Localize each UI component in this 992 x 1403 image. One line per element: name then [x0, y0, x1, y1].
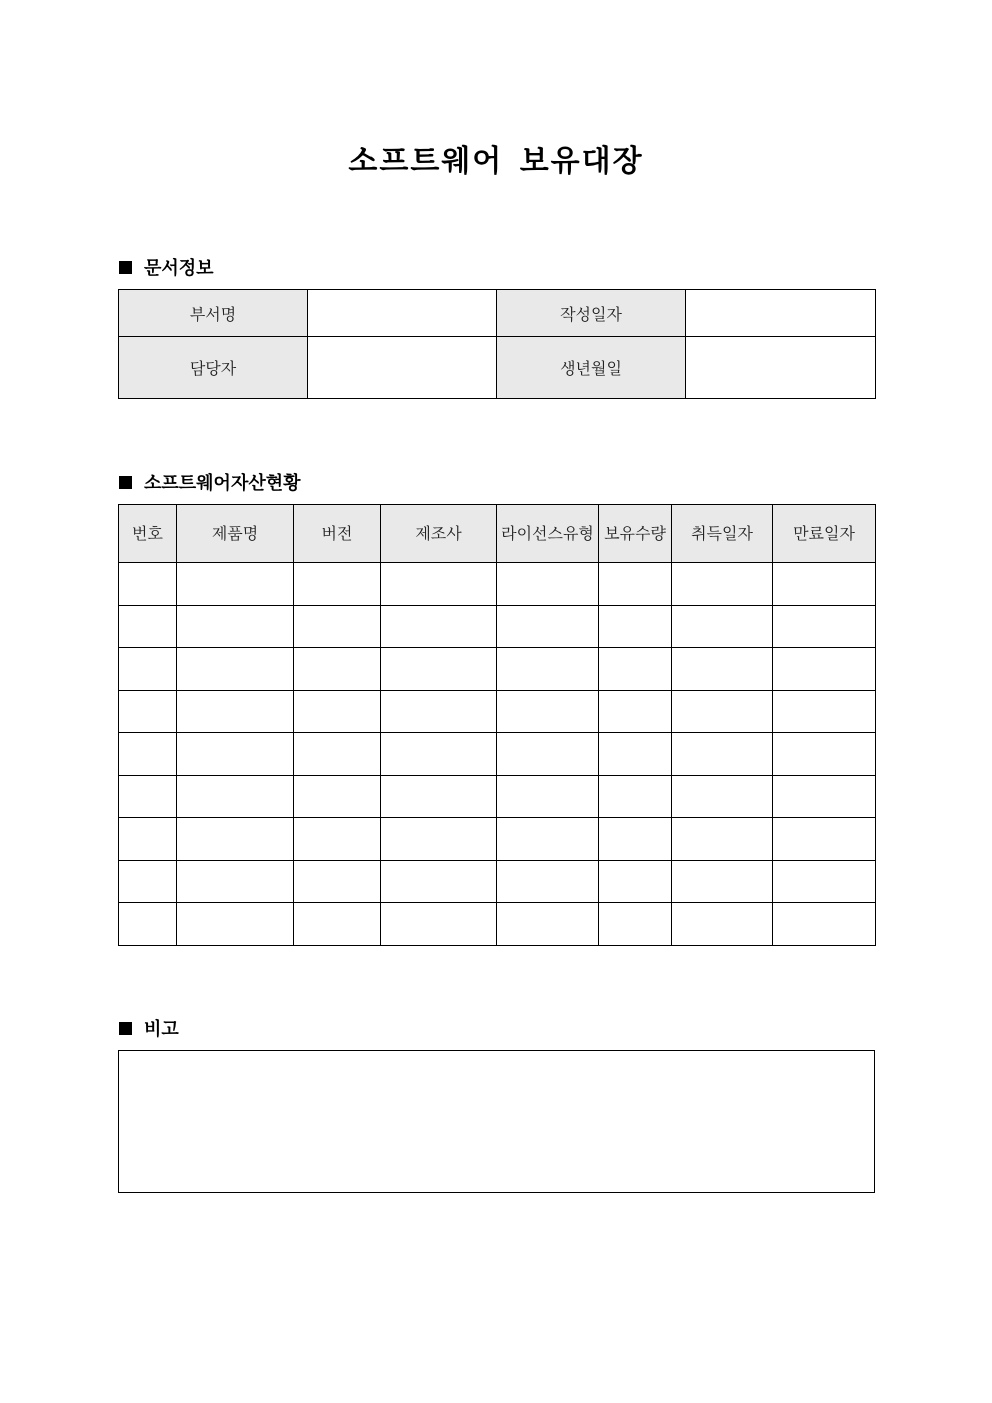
cell-license-type[interactable] [497, 605, 599, 648]
cell-manufacturer[interactable] [381, 818, 497, 861]
cell-acquired-date[interactable] [672, 733, 773, 776]
assets-heading-label: 소프트웨어자산현황 [144, 473, 301, 494]
cell-number[interactable] [119, 563, 177, 606]
cell-license-type[interactable] [497, 648, 599, 691]
birthdate-field[interactable] [686, 337, 876, 399]
cell-number[interactable] [119, 818, 177, 861]
col-header-manufacturer: 제조사 [381, 505, 497, 563]
cell-number[interactable] [119, 605, 177, 648]
cell-number[interactable] [119, 860, 177, 903]
table-row [119, 563, 876, 606]
manager-field[interactable] [308, 337, 497, 399]
doc-info-heading-label: 문서정보 [144, 258, 214, 279]
cell-manufacturer[interactable] [381, 733, 497, 776]
cell-license-type[interactable] [497, 860, 599, 903]
cell-version[interactable] [294, 605, 381, 648]
cell-expiry-date[interactable] [773, 648, 876, 691]
department-label: 부서명 [119, 290, 308, 337]
cell-number[interactable] [119, 775, 177, 818]
table-row [119, 860, 876, 903]
cell-quantity[interactable] [599, 605, 672, 648]
remarks-heading-label: 비고 [144, 1019, 179, 1040]
cell-quantity[interactable] [599, 775, 672, 818]
cell-number[interactable] [119, 903, 177, 946]
cell-acquired-date[interactable] [672, 648, 773, 691]
cell-version[interactable] [294, 733, 381, 776]
cell-acquired-date[interactable] [672, 775, 773, 818]
cell-version[interactable] [294, 860, 381, 903]
cell-expiry-date[interactable] [773, 818, 876, 861]
cell-acquired-date[interactable] [672, 860, 773, 903]
cell-product-name[interactable] [177, 775, 294, 818]
assets-heading [119, 469, 301, 495]
cell-acquired-date[interactable] [672, 690, 773, 733]
col-header-product-name: 제품명 [177, 505, 294, 563]
cell-version[interactable] [294, 775, 381, 818]
square-bullet-icon [119, 476, 132, 489]
document-title: 소프트웨어 보유대장 [348, 144, 644, 179]
cell-license-type[interactable] [497, 563, 599, 606]
cell-acquired-date[interactable] [672, 605, 773, 648]
cell-manufacturer[interactable] [381, 775, 497, 818]
cell-manufacturer[interactable] [381, 563, 497, 606]
cell-number[interactable] [119, 733, 177, 776]
cell-product-name[interactable] [177, 733, 294, 776]
table-row [119, 690, 876, 733]
cell-license-type[interactable] [497, 775, 599, 818]
cell-manufacturer[interactable] [381, 605, 497, 648]
cell-product-name[interactable] [177, 860, 294, 903]
cell-number[interactable] [119, 648, 177, 691]
cell-quantity[interactable] [599, 648, 672, 691]
col-header-acquired-date: 취득일자 [672, 505, 773, 563]
doc-info-row [119, 290, 876, 337]
cell-quantity[interactable] [599, 563, 672, 606]
remarks-field[interactable] [118, 1050, 875, 1193]
cell-expiry-date[interactable] [773, 605, 876, 648]
cell-expiry-date[interactable] [773, 903, 876, 946]
cell-quantity[interactable] [599, 860, 672, 903]
cell-quantity[interactable] [599, 903, 672, 946]
date-written-field[interactable] [686, 290, 876, 337]
cell-quantity[interactable] [599, 733, 672, 776]
table-row [119, 818, 876, 861]
col-header-license-type: 라이선스유형 [497, 505, 599, 563]
table-row [119, 605, 876, 648]
software-asset-table [118, 504, 876, 946]
cell-version[interactable] [294, 563, 381, 606]
table-row [119, 733, 876, 776]
birthdate-label: 생년월일 [497, 337, 686, 399]
cell-product-name[interactable] [177, 818, 294, 861]
cell-acquired-date[interactable] [672, 818, 773, 861]
cell-quantity[interactable] [599, 818, 672, 861]
cell-version[interactable] [294, 903, 381, 946]
cell-manufacturer[interactable] [381, 903, 497, 946]
col-header-expiry-date: 만료일자 [773, 505, 876, 563]
table-row [119, 775, 876, 818]
table-row [119, 648, 876, 691]
cell-version[interactable] [294, 818, 381, 861]
cell-acquired-date[interactable] [672, 903, 773, 946]
cell-product-name[interactable] [177, 903, 294, 946]
cell-number[interactable] [119, 690, 177, 733]
cell-expiry-date[interactable] [773, 690, 876, 733]
cell-manufacturer[interactable] [381, 690, 497, 733]
cell-product-name[interactable] [177, 605, 294, 648]
manager-label: 담당자 [119, 337, 308, 399]
cell-version[interactable] [294, 648, 381, 691]
table-row [119, 903, 876, 946]
cell-expiry-date[interactable] [773, 860, 876, 903]
square-bullet-icon [119, 261, 132, 274]
cell-product-name[interactable] [177, 690, 294, 733]
date-written-label: 작성일자 [497, 290, 686, 337]
asset-header-row [119, 505, 876, 563]
col-header-quantity: 보유수량 [599, 505, 672, 563]
cell-license-type[interactable] [497, 690, 599, 733]
cell-manufacturer[interactable] [381, 648, 497, 691]
cell-product-name[interactable] [177, 563, 294, 606]
doc-info-heading [119, 254, 214, 280]
cell-product-name[interactable] [177, 648, 294, 691]
cell-quantity[interactable] [599, 690, 672, 733]
cell-license-type[interactable] [497, 733, 599, 776]
remarks-heading [119, 1015, 179, 1041]
cell-license-type[interactable] [497, 903, 599, 946]
cell-license-type[interactable] [497, 818, 599, 861]
doc-info-row [119, 337, 876, 399]
square-bullet-icon [119, 1022, 132, 1035]
col-header-number: 번호 [119, 505, 177, 563]
cell-expiry-date[interactable] [773, 775, 876, 818]
cell-acquired-date[interactable] [672, 563, 773, 606]
cell-expiry-date[interactable] [773, 563, 876, 606]
col-header-version: 버전 [294, 505, 381, 563]
cell-manufacturer[interactable] [381, 860, 497, 903]
asset-table-body [119, 563, 876, 946]
cell-expiry-date[interactable] [773, 733, 876, 776]
department-field[interactable] [308, 290, 497, 337]
doc-info-table [118, 289, 876, 399]
cell-version[interactable] [294, 690, 381, 733]
